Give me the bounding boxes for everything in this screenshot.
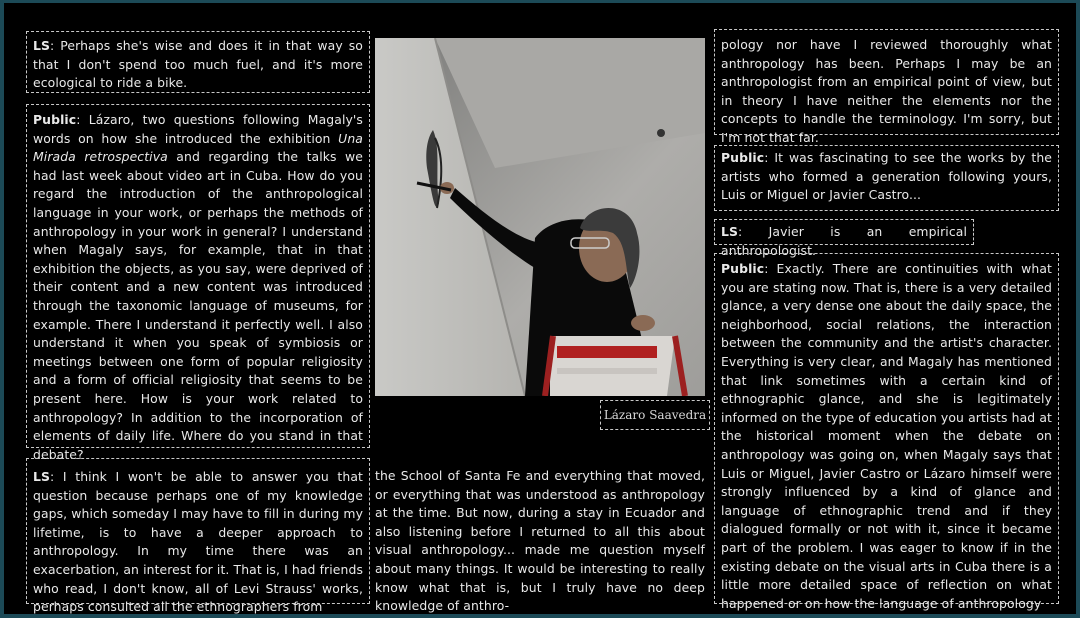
photo-caption: Lázaro Saavedra xyxy=(600,400,710,430)
dialogue-text-column-middle xyxy=(375,467,705,614)
artist-painting-illustration xyxy=(375,38,705,396)
speaker-label: LS xyxy=(33,469,51,484)
dialogue-text: : I think I won't be able to answer you that question because perhaps one of my knowledge gaps, which someday I may have to fill in during my lifetime, is to have a deeper approach to anthropology. In my time there was an exacerbation, an interest for it. That is, I had friends who read, I don't know, all of Levi Strauss' works, perhaps consulted all the ethnographers from xyxy=(33,469,363,614)
exhibition-title: Una Mirada retrospectiva xyxy=(33,130,363,165)
dialogue-text-continued: and regarding the talks we had last week about video art in Cuba. How do you regard the introduction of the anthropological language in your work, or perhaps the methods of anthropology in your work in general? I understand when Magaly says, for example, that in that exhibition the objects, as you say, were deprived of their content and a new content was introduced through the taxonomic language of museums, for example. There I understand it perfectly well. I also understand it when you speak of symbiosis or meetings between one form of popular religiosity and a form of official religiosity that seems to be present here. How is your work related to anthropology? In addition to the incorporation of elements of daily life. Where do you stand in that debate? xyxy=(33,149,363,462)
dialogue-block-ls-2 xyxy=(26,458,370,614)
dialogue-text: pology nor have I reviewed thoroughly what anthropology has been. Perhaps I may be an anthropologist from an empirical point of view, but in theory I have neither the elements nor the concepts to handle the terminology. I'm sorry, but I'm not that far. xyxy=(721,37,1052,145)
dialogue-block-ls-3 xyxy=(714,219,974,258)
artist-photo xyxy=(375,38,705,396)
dialogue-text: : It was fascinating to see the works by the artists who formed a generation following yours, Luis or Miguel or Javier Castro... xyxy=(721,150,1052,203)
dialogue-block-public-1 xyxy=(26,104,370,462)
document-page xyxy=(4,3,1076,614)
dialogue-text: : Perhaps she's wise and does it in that way so that I don't spend too much fuel, and it's more ecological to ride a bike. xyxy=(33,38,363,91)
speaker-label: Public xyxy=(721,150,765,165)
speaker-label: Public xyxy=(33,112,77,127)
dialogue-text: the School of Santa Fe and everything that moved, or everything that was understood as anthropology at the time. But now, during a stay in Ecuador and also listening before I returned to all this about visual anthropology... made me question myself about many things. It would be interesting to really know what that is, but I truly have no deep knowledge of anthro- xyxy=(375,468,705,614)
dialogue-block-continuation xyxy=(714,29,1059,145)
speaker-label: LS xyxy=(33,38,51,53)
dialogue-block-public-3 xyxy=(714,253,1059,611)
dialogue-block-ls-1 xyxy=(26,31,370,93)
dialogue-text: : Lázaro, two questions following Magaly's words on how she introduced the exhibition xyxy=(33,112,363,146)
speaker-label: LS xyxy=(721,224,739,239)
speaker-label: Public xyxy=(721,261,765,276)
dialogue-block-public-2 xyxy=(714,145,1059,211)
dialogue-text: : Exactly. There are continuities with what you are stating now. That is, there is a very detailed glance, a very dense one about the daily space, the neighborhood, social relations, the interaction between the community and the artist's character. Everything is very clear, and Magaly has mentioned that link sometimes with a certain kind of ethnographic glance, and she is legitimately informed on the type of education you artists had at the historical moment when the debate on anthropology was going on, when Magaly says that Luis or Miguel, Javier Castro or Lázaro himself were strongly influenced by a kind of glance and language of ethnographic trend and if they dialogued formally or not with it, since it became part of the problem. I was eager to know if in the existing debate on the visual arts in Cuba there is a little more detailed space of reflection on what happened or on how the language of anthropology xyxy=(721,261,1052,611)
dialogue-text: : Javier is an empirical anthropologist. xyxy=(721,224,967,258)
